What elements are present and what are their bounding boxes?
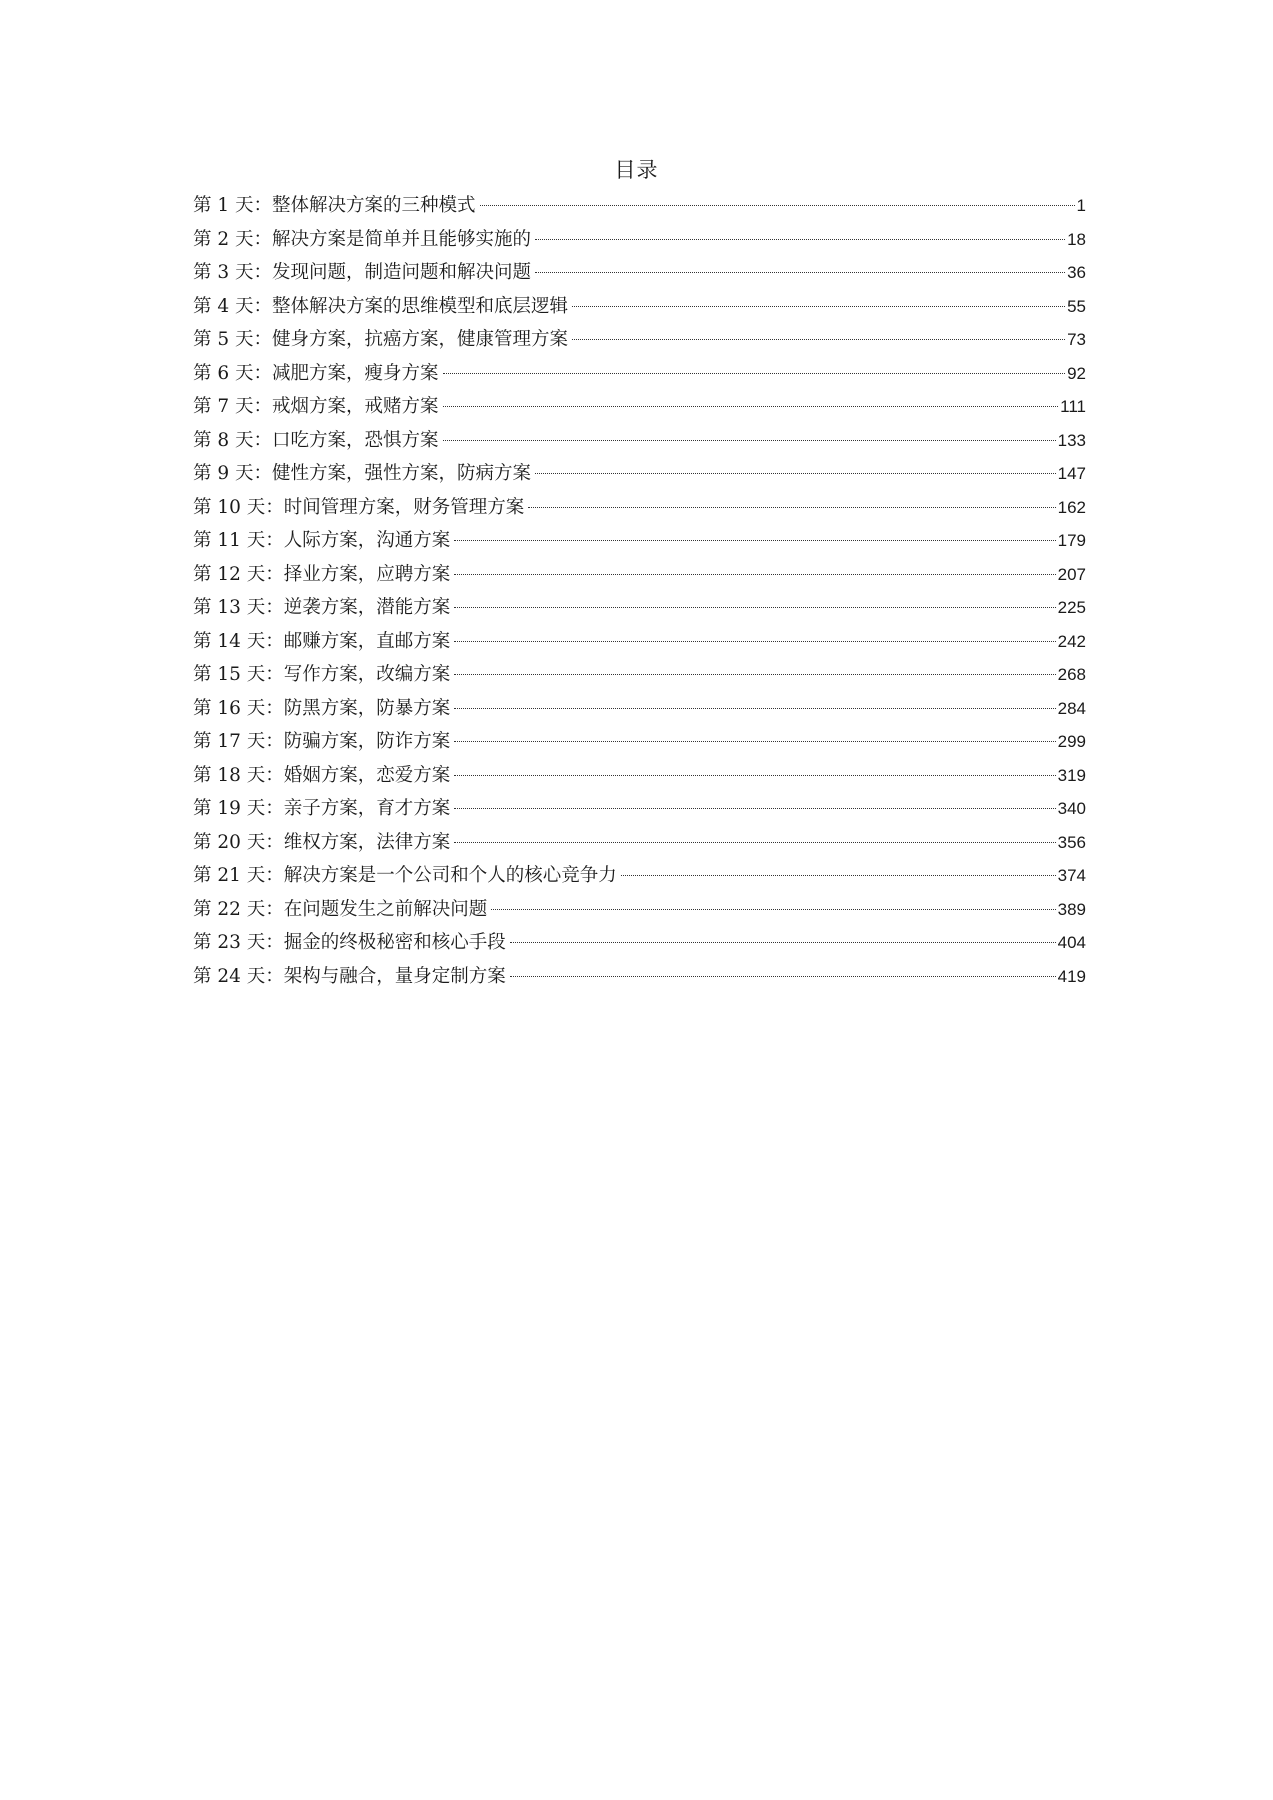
toc-entry-page: 404	[1057, 933, 1086, 952]
toc-entry-label: 第 1 天：整体解决方案的三种模式	[193, 195, 476, 216]
toc-entry[interactable]	[193, 893, 1086, 927]
toc-entry-page: 389	[1057, 899, 1086, 919]
toc-entry[interactable]	[193, 926, 1086, 960]
toc-dot-leader	[454, 641, 1055, 642]
toc-entry-page: 179	[1057, 531, 1086, 550]
toc-entry-page: 356	[1057, 832, 1086, 852]
toc-entry-page: 319	[1057, 765, 1086, 785]
toc-entry[interactable]	[193, 591, 1086, 625]
toc-dot-leader	[535, 272, 1065, 273]
toc-entry-label: 第 4 天：整体解决方案的思维模型和底层逻辑	[193, 295, 569, 317]
toc-dot-leader	[454, 842, 1055, 843]
toc-entry-label: 第 16 天：防黑方案，防暴方案	[193, 697, 451, 719]
toc-entry[interactable]	[193, 290, 1086, 324]
toc-entry[interactable]	[193, 625, 1086, 659]
toc-entry-page: 268	[1057, 665, 1086, 684]
toc-dot-leader	[621, 875, 1056, 876]
toc-entry-label: 第 11 天：人际方案，沟通方案	[193, 530, 451, 551]
toc-entry-label: 第 10 天：时间管理方案，财务管理方案	[193, 496, 525, 518]
toc-entry-label: 第 3 天：发现问题，制造问题和解决问题	[193, 262, 532, 283]
toc-dot-leader	[454, 741, 1055, 742]
toc-entry[interactable]	[193, 658, 1086, 692]
toc-entry-label: 第 2 天：解决方案是简单并且能够实施的	[193, 228, 532, 250]
toc-entry-label: 第 24 天：架构与融合，量身定制方案	[193, 965, 506, 987]
toc-entry-label: 第 18 天：婚姻方案，恋爱方案	[193, 764, 451, 786]
toc-entry-page: 284	[1057, 698, 1086, 718]
toc-entry-page: 419	[1057, 966, 1086, 986]
toc-entry[interactable]	[193, 256, 1086, 290]
toc-dot-leader	[454, 775, 1055, 776]
toc-entry[interactable]	[193, 457, 1086, 491]
toc-dot-leader	[491, 909, 1055, 910]
toc-dot-leader	[535, 239, 1065, 240]
toc-dot-leader	[480, 205, 1075, 206]
toc-entry[interactable]	[193, 323, 1086, 357]
toc-entry-label: 第 17 天：防骗方案，防诈方案	[193, 731, 451, 752]
toc-entry-page: 133	[1057, 430, 1086, 450]
toc-entry[interactable]	[193, 725, 1086, 759]
toc-title: 目录	[614, 158, 659, 182]
toc-dot-leader	[454, 674, 1055, 675]
toc-entry-page: 299	[1057, 732, 1086, 751]
toc-entry-label: 第 8 天：口吃方案，恐惧方案	[193, 429, 439, 451]
toc-dot-leader	[535, 473, 1056, 474]
toc-entry-label: 第 6 天：减肥方案，瘦身方案	[193, 362, 439, 384]
toc-entry-label: 第 20 天：维权方案，法律方案	[193, 831, 451, 853]
toc-entry[interactable]	[193, 558, 1086, 592]
toc-dot-leader	[510, 976, 1056, 977]
toc-dot-leader	[454, 708, 1055, 709]
toc-entry[interactable]	[193, 826, 1086, 860]
toc-entry-page: 111	[1060, 397, 1086, 416]
toc-entry[interactable]	[193, 390, 1086, 424]
toc-entry-page: 374	[1057, 866, 1086, 885]
toc-entry-page: 92	[1067, 363, 1086, 383]
toc-entry-label: 第 23 天：掘金的终极秘密和核心手段	[193, 932, 506, 953]
toc-entry-page: 242	[1057, 631, 1086, 651]
toc-dot-leader	[510, 942, 1056, 943]
toc-entry-label: 第 5 天：健身方案，抗癌方案，健康管理方案	[193, 329, 569, 350]
toc-entry-label: 第 9 天：健性方案，强性方案，防病方案	[193, 463, 532, 484]
toc-entry-page: 207	[1057, 564, 1086, 584]
toc-dot-leader	[528, 507, 1055, 508]
toc-dot-leader	[454, 808, 1055, 809]
toc-dot-leader	[443, 406, 1059, 407]
toc-entry[interactable]	[193, 692, 1086, 726]
toc-entry-page: 225	[1057, 598, 1086, 617]
toc-entry-label: 第 22 天：在问题发生之前解决问题	[193, 898, 488, 920]
toc-entry[interactable]	[193, 524, 1086, 558]
toc-entry-page: 1	[1076, 196, 1086, 215]
toc-entry-label: 第 12 天：择业方案，应聘方案	[193, 563, 451, 585]
toc-dot-leader	[443, 373, 1066, 374]
toc-entry-page: 162	[1057, 497, 1086, 517]
toc-dot-leader	[454, 607, 1055, 608]
toc-entry-page: 340	[1057, 799, 1086, 818]
toc-dot-leader	[572, 339, 1065, 340]
toc-entry-label: 第 21 天：解决方案是一个公司和个人的核心竞争力	[193, 865, 617, 886]
toc-entry-page: 55	[1067, 296, 1086, 316]
toc-dot-leader	[454, 540, 1055, 541]
toc-entry-page: 73	[1067, 330, 1086, 349]
toc-entry-label: 第 7 天：戒烟方案，戒赌方案	[193, 396, 439, 417]
toc-entry[interactable]	[193, 859, 1086, 893]
toc-entry-label: 第 13 天：逆袭方案，潜能方案	[193, 597, 451, 618]
toc-dot-leader	[572, 306, 1065, 307]
toc-entry[interactable]	[193, 223, 1086, 257]
toc-dot-leader	[443, 440, 1056, 441]
toc-entry-label: 第 15 天：写作方案，改编方案	[193, 664, 451, 685]
toc-dot-leader	[454, 574, 1055, 575]
toc-entry-page: 36	[1067, 263, 1086, 282]
toc-entry[interactable]	[193, 491, 1086, 525]
toc-entry[interactable]	[193, 759, 1086, 793]
toc-entry[interactable]	[193, 357, 1086, 391]
toc-entry-page: 18	[1067, 229, 1086, 249]
toc-entry[interactable]	[193, 424, 1086, 458]
toc-entry-page: 147	[1057, 464, 1086, 483]
toc-entry[interactable]	[193, 960, 1086, 994]
toc-entry[interactable]	[193, 189, 1086, 223]
toc-entry-label: 第 14 天：邮赚方案，直邮方案	[193, 630, 451, 652]
toc-entry-label: 第 19 天：亲子方案，育才方案	[193, 798, 451, 819]
toc-list	[193, 189, 1086, 993]
toc-entry[interactable]	[193, 792, 1086, 826]
